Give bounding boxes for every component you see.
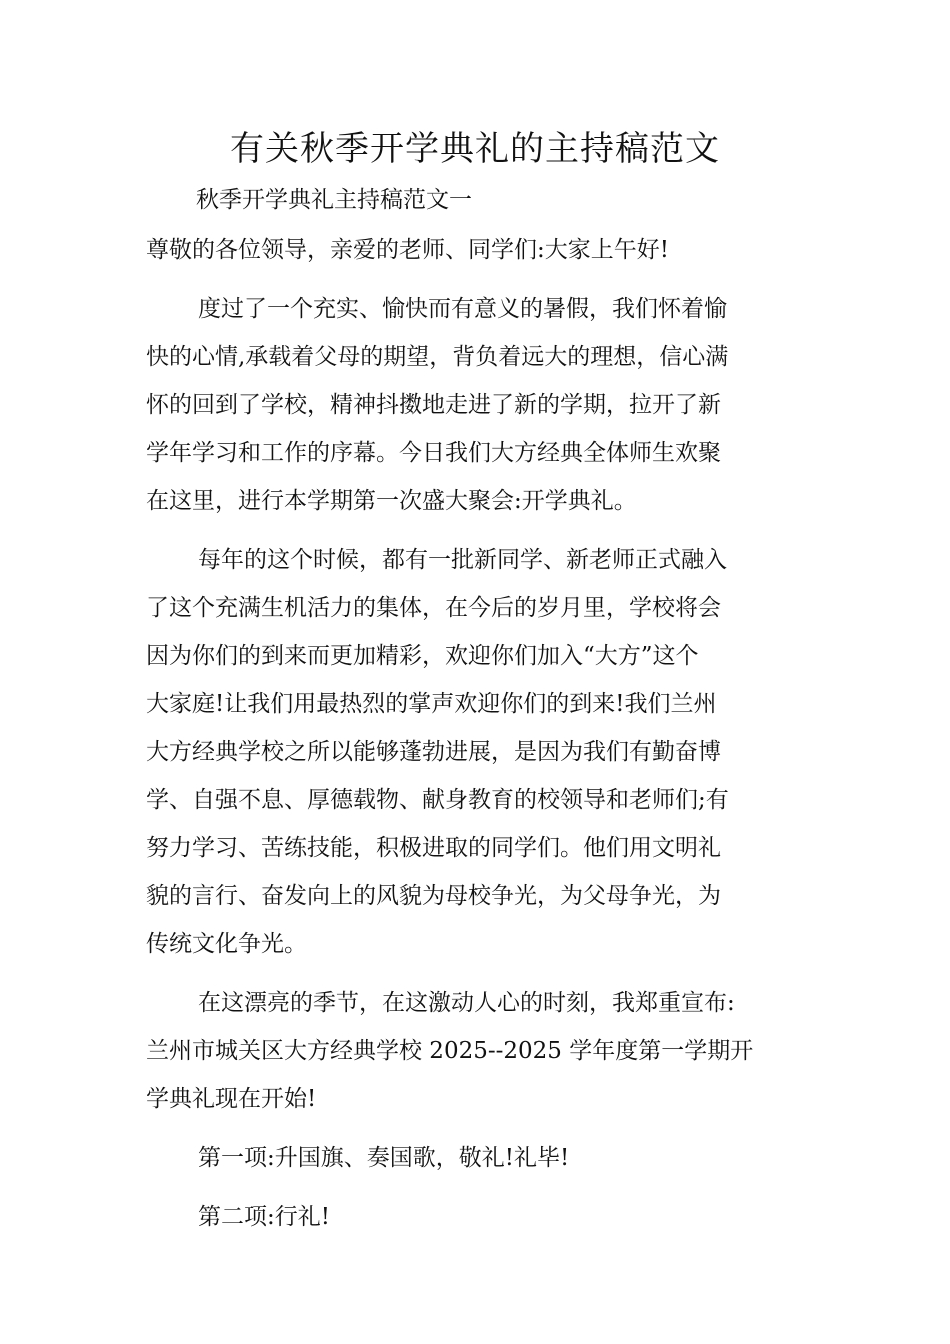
paragraph-line: 兰州市城关区大方经典学校 2025--2025 学年度第一学期开	[146, 1038, 754, 1064]
paragraph-line: 传统文化争光。	[146, 931, 307, 957]
paragraph-line: 度过了一个充实、愉快而有意义的暑假，我们怀着愉	[198, 296, 727, 322]
paragraph-3	[146, 979, 806, 1123]
paragraph-line: 大方经典学校之所以能够蓬勃进展，是因为我们有勤奋博	[146, 739, 721, 765]
paragraph-line: 学年学习和工作的序幕。今日我们大方经典全体师生欢聚	[146, 440, 721, 466]
paragraph-line: 努力学习、苦练技能，积极进取的同学们。他们用文明礼	[146, 835, 721, 861]
agenda-item-2: 第二项:行礼!	[198, 1204, 330, 1230]
paragraph-line: 貌的言行、奋发向上的风貌为母校争光，为父母争光，为	[146, 883, 721, 909]
paragraph-line: 了这个充满生机活力的集体，在今后的岁月里，学校将会	[146, 595, 721, 621]
paragraph-2	[146, 536, 806, 968]
document-body	[146, 226, 806, 1241]
agenda-item-1: 第一项:升国旗、奏国歌，敬礼!礼毕!	[198, 1145, 570, 1171]
paragraph-line: 学典礼现在开始!	[146, 1086, 317, 1112]
paragraph-line: 快的心情,承载着父母的期望，背负着远大的理想，信心满	[146, 344, 729, 370]
document-subtitle: 秋季开学典礼主持稿范文一	[196, 187, 472, 213]
paragraph-1	[146, 285, 806, 525]
paragraph-line: 在这里，进行本学期第一次盛大聚会:开学典礼。	[146, 488, 637, 514]
document-title: 有关秋季开学典礼的主持稿范文	[230, 129, 720, 169]
paragraph-line: 怀的回到了学校，精神抖擞地走进了新的学期，拉开了新	[146, 392, 721, 418]
paragraph-line: 每年的这个时候，都有一批新同学、新老师正式融入	[198, 547, 727, 573]
paragraph-line: 因为你们的到来而更加精彩，欢迎你们加入“大方”这个	[146, 643, 699, 669]
paragraph-line: 学、自强不息、厚德载物、献身教育的校领导和老师们;有	[146, 787, 729, 813]
paragraph-line: 大家庭!让我们用最热烈的掌声欢迎你们的到来!我们兰州	[146, 691, 717, 717]
paragraph-line: 在这漂亮的季节，在这激动人心的时刻，我郑重宣布:	[198, 990, 735, 1016]
greeting-line: 尊敬的各位领导，亲爱的老师、同学们:大家上午好!	[146, 237, 669, 263]
